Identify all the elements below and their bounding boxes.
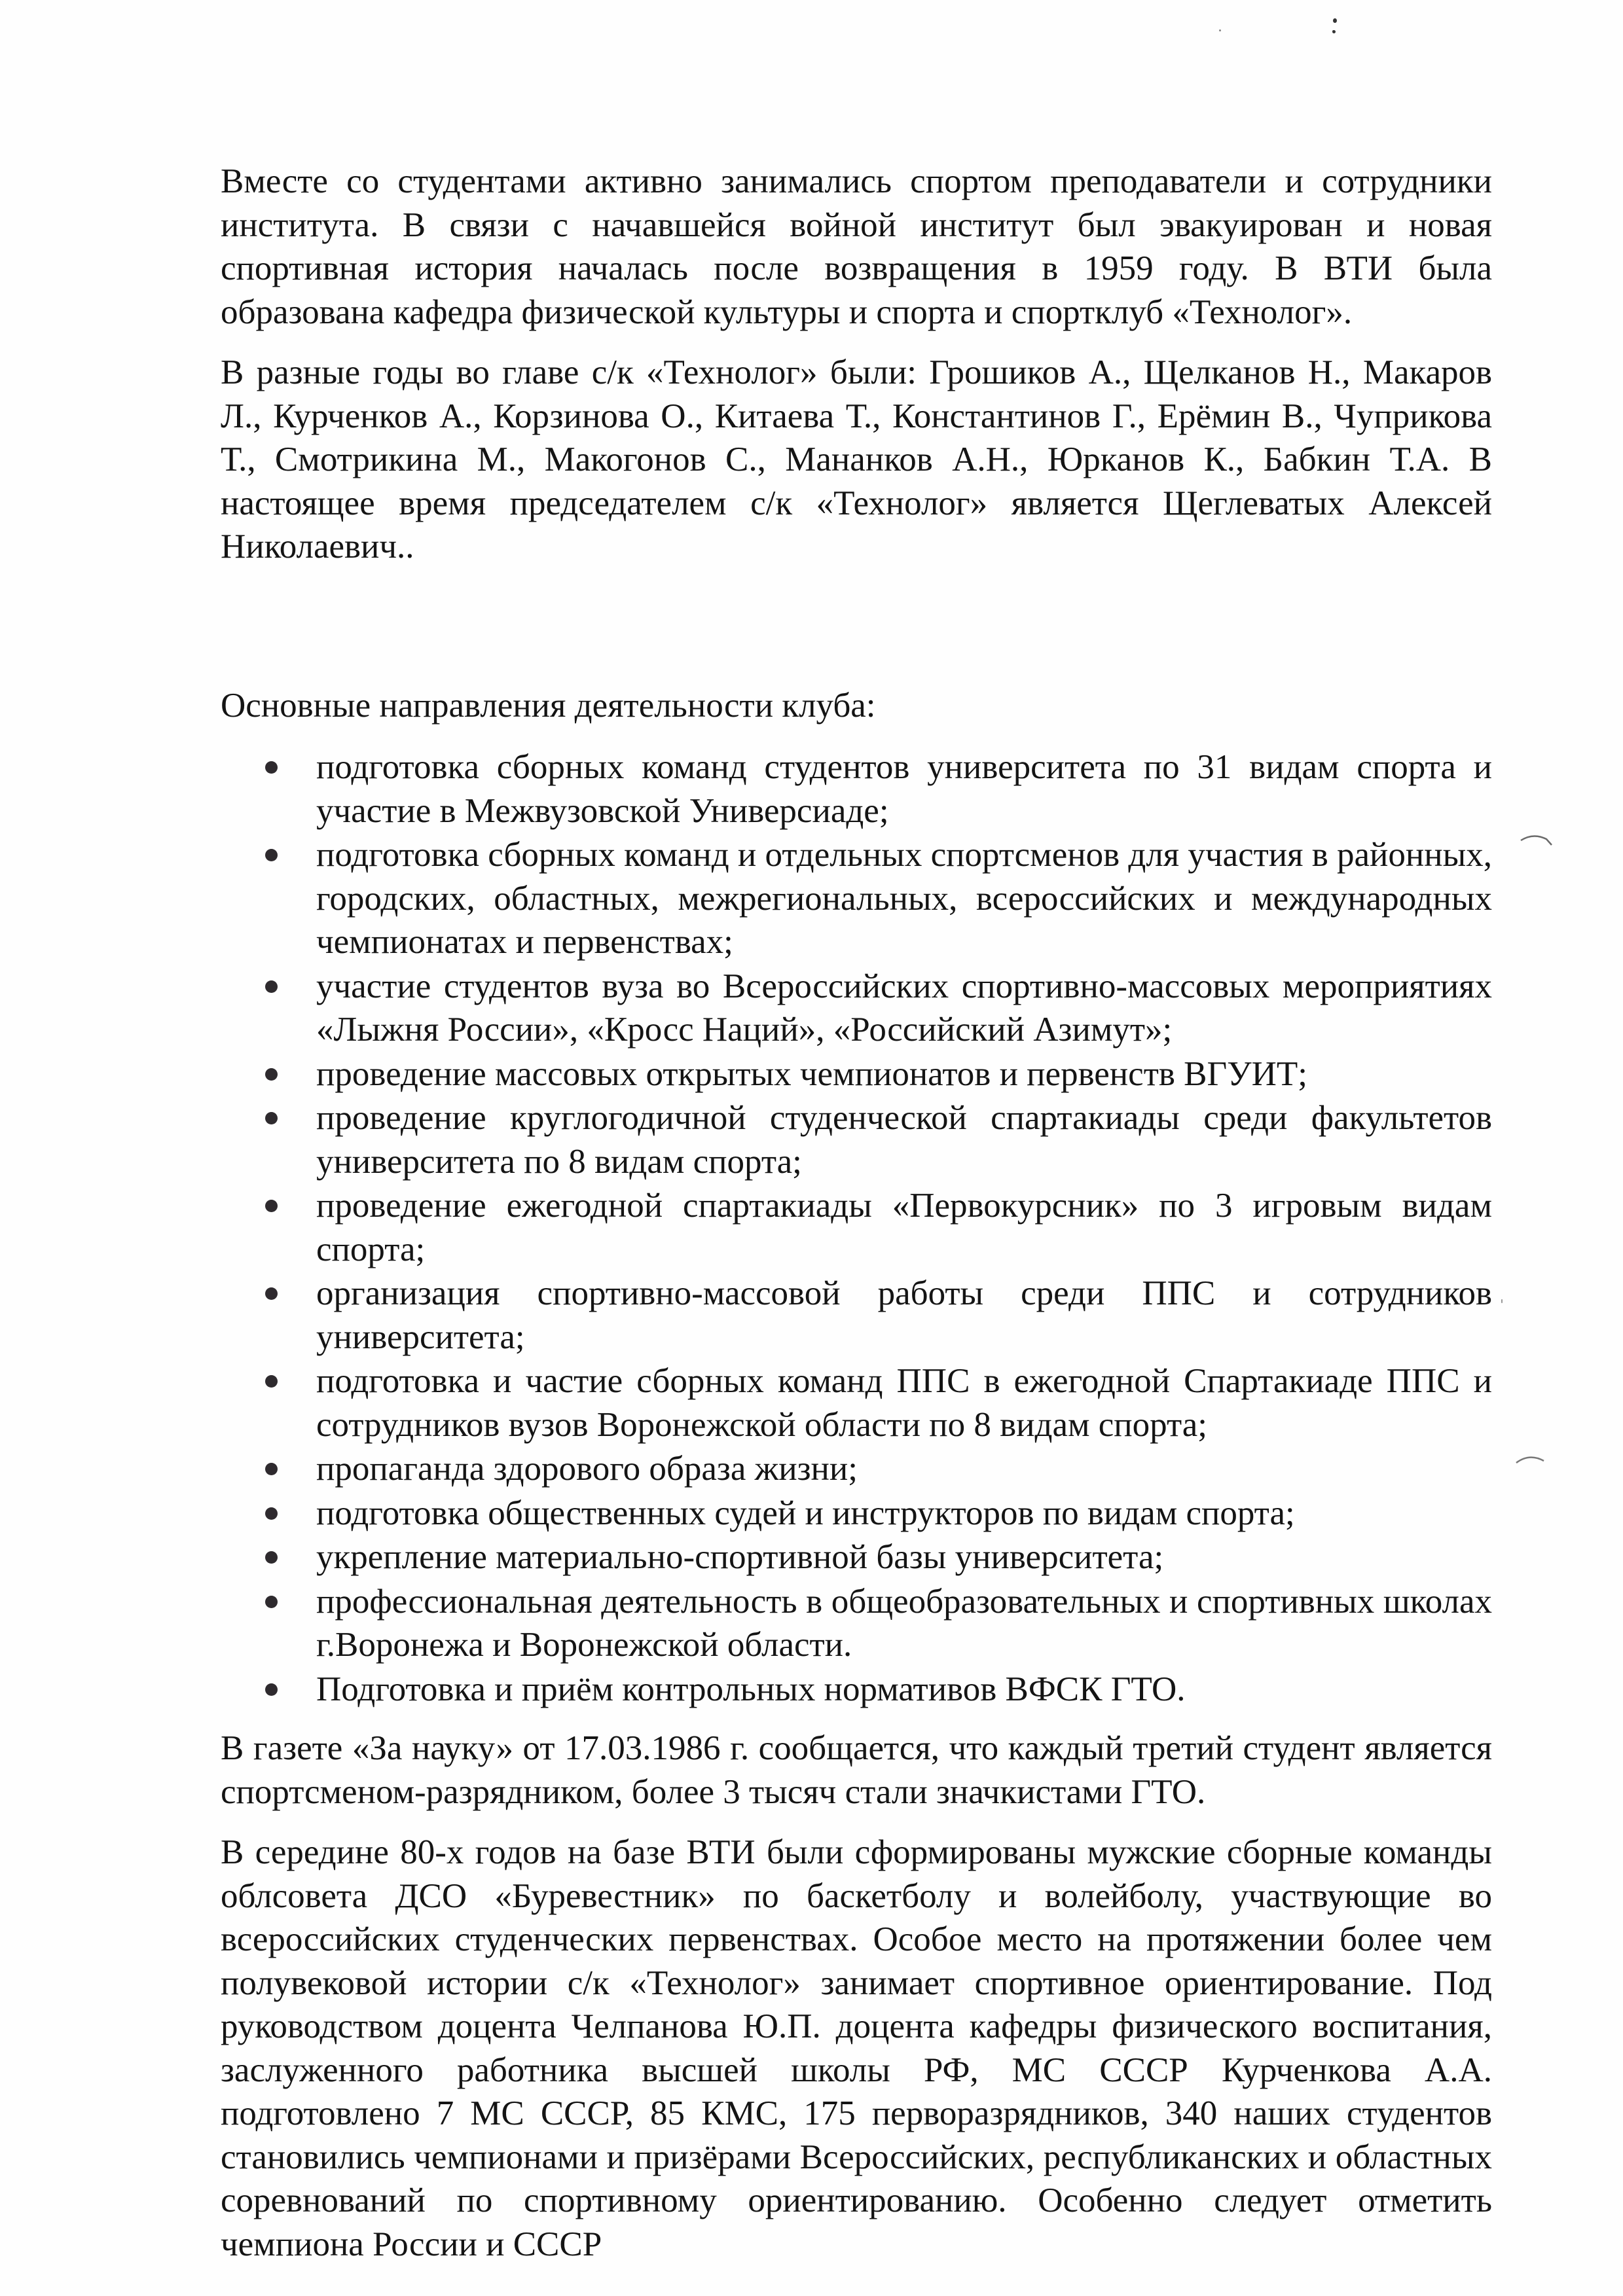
list-item bbox=[221, 1096, 1492, 1183]
list-item bbox=[221, 1668, 1492, 1712]
scan-speck bbox=[1219, 29, 1221, 31]
list-item-text: подготовка сборных команд и отдельных спортсменов для участия в районных, городских, областных, межрегиональных, всероссийских и международных чемпионатах и первенствах; bbox=[316, 836, 1492, 961]
bullet-icon bbox=[265, 1463, 278, 1475]
list-item bbox=[221, 1447, 1492, 1491]
list-item-text: пропаганда здорового образа жизни; bbox=[316, 1450, 858, 1488]
list-item bbox=[221, 1052, 1492, 1096]
bullet-icon bbox=[265, 849, 278, 861]
margin-arc-mark bbox=[1519, 831, 1558, 851]
list-item-text: проведение ежегодной спартакиады «Первокурсник» по 3 игровым видам спорта; bbox=[316, 1187, 1492, 1268]
list-item bbox=[221, 1184, 1492, 1271]
scan-speck bbox=[1333, 18, 1337, 23]
list-item-text: подготовка и частие сборных команд ППС в ежегодной Спартакиаде ППС и сотрудников вузов Воронежской области по 8 видам спорта; bbox=[316, 1362, 1492, 1444]
bullet-icon bbox=[265, 980, 278, 993]
list-item-text: Подготовка и приём контрольных нормативов ВФСК ГТО. bbox=[316, 1670, 1186, 1708]
list-item bbox=[221, 1359, 1492, 1446]
list-item bbox=[221, 1272, 1492, 1359]
bullet-icon bbox=[265, 1068, 278, 1081]
paragraph-newspaper: В газете «За науку» от 17.03.1986 г. сообщается, что каждый третий студент является спортсменом-разрядником, более 3 тысяч стали значкистами ГТО. bbox=[221, 1729, 1492, 1811]
paragraph-orienteering: В середине 80-х годов на базе ВТИ были сформированы мужские сборные команды облсовета ДСО «Буревестник» по баскетболу и волейболу, участвующие во всероссийских студенческих первенствах. Особое место на протяжении более чем полувековой истории с/к «Технолог» занимает спортивное ориентирование. Под руководством доцента Челпанова Ю.П. доцента кафедры физического воспитания, заслуженного работника высшей школы РФ, МС СССР Курченкова А.А. подготовлено 7 МС СССР, 85 КМС, 175 перворазрядников, 340 наших студентов становились чемпионами и призёрами Всероссийских, республиканских и областных соревнований по спортивному ориентированию. Особенно следует отметить чемпиона России и СССР bbox=[221, 1833, 1492, 2263]
bullet-icon bbox=[265, 1683, 278, 1696]
scan-speck bbox=[1332, 30, 1334, 32]
list-item-text: проведение массовых открытых чемпионатов и первенств ВГУИТ; bbox=[316, 1054, 1308, 1093]
list-item bbox=[221, 1535, 1492, 1579]
list-heading: Основные направления деятельности клуба: bbox=[221, 686, 876, 725]
list-item-text: проведение круглогодичной студенческой спартакиады среди факультетов университета по 8 видам спорта; bbox=[316, 1099, 1492, 1181]
scan-speck bbox=[1501, 1299, 1503, 1303]
activity-list bbox=[221, 745, 1492, 1711]
list-item-text: укрепление материально-спортивной базы университета; bbox=[316, 1538, 1164, 1576]
bullet-icon bbox=[265, 1596, 278, 1608]
bullet-icon bbox=[265, 1375, 278, 1388]
paragraph-club-heads: В разные годы во главе с/к «Технолог» были: Грошиков А., Щелканов Н., Макаров Л., Курченков А., Корзинова О., Китаева Т., Константинов Г., Ерёмин В., Чуприкова Т., Смотрикина М., Макогонов С., Мананков А.Н., Юрканов К., Бабкин Т.А. В настоящее время председателем с/к «Технолог» является Щеглеватых Алексей Николаевич.. bbox=[221, 353, 1492, 565]
bullet-icon bbox=[265, 1287, 278, 1300]
bullet-icon bbox=[265, 1200, 278, 1212]
list-item-text: профессиональная деятельность в общеобразовательных и спортивных школах г.Воронежа и Воронежской области. bbox=[316, 1582, 1492, 1664]
list-item-text: подготовка общественных судей и инструкторов по видам спорта; bbox=[316, 1494, 1295, 1532]
list-item-text: организация спортивно-массовой работы среди ППС и сотрудников университета; bbox=[316, 1274, 1492, 1356]
paragraph-history: Вместе со студентами активно занимались спортом преподаватели и сотрудники института. В связи с начавшейся войной институт был эвакуирован и новая спортивная история началась после возвращения в 1959 году. В ВТИ была образована кафедра физической культуры и спорта и спортклуб «Технолог». bbox=[221, 162, 1492, 331]
bullet-icon bbox=[265, 761, 278, 774]
list-item bbox=[221, 745, 1492, 833]
list-item-text: участие студентов вуза во Всероссийских спортивно-массовых мероприятиях «Лыжня России», «Кросс Наций», «Российский Азимут»; bbox=[316, 967, 1492, 1049]
document-body bbox=[221, 160, 1492, 2266]
bullet-icon bbox=[265, 1507, 278, 1520]
list-item-text: подготовка сборных команд студентов университета по 31 видам спорта и участие в Межвузовской Универсиаде; bbox=[316, 748, 1492, 830]
list-item bbox=[221, 833, 1492, 964]
bullet-icon bbox=[265, 1551, 278, 1564]
list-item bbox=[221, 965, 1492, 1052]
margin-arc-mark bbox=[1514, 1452, 1553, 1471]
list-item bbox=[221, 1580, 1492, 1667]
bullet-icon bbox=[265, 1112, 278, 1124]
list-item bbox=[221, 1492, 1492, 1535]
